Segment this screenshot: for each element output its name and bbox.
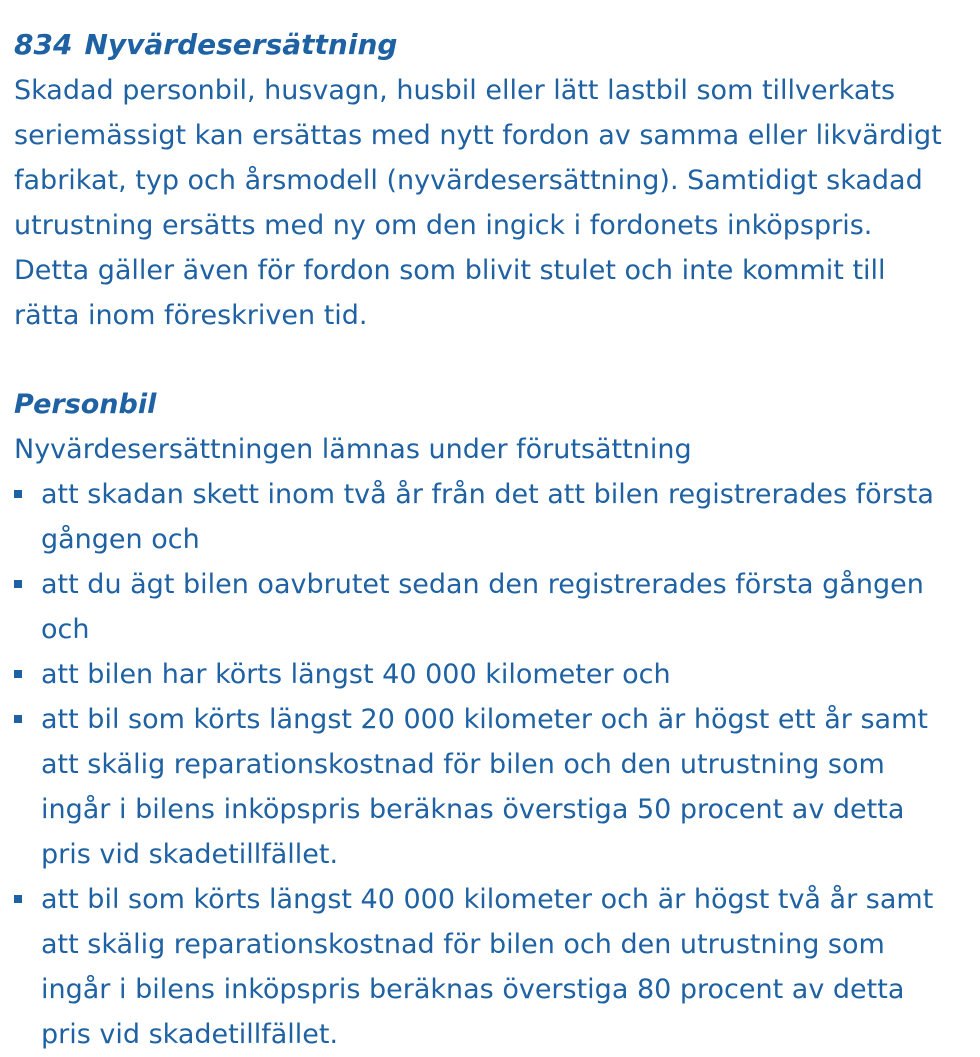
condition-text: att bil som körts längst 20 000 kilometer och är högst ett år samt att skälig reparationskostnad för bilen och den utrustning som ingår i bilens inköpspris beräknas överstiga 50 procent av detta pris vid skadetillfället. (41, 704, 928, 870)
condition-text: att skadan skett inom två år från det att bilen registrerades första gången och (41, 479, 934, 555)
section-title: Nyvärdesersättning (84, 28, 398, 61)
condition-list-item (14, 697, 952, 877)
condition-list-item (14, 877, 952, 1057)
square-bullet-icon (14, 715, 22, 723)
section-number: 834 (14, 28, 73, 61)
section-heading (14, 28, 952, 62)
square-bullet-icon (14, 580, 22, 588)
square-bullet-icon (14, 670, 22, 678)
condition-text: att bil som körts längst 40 000 kilometer och är högst två år samt att skälig reparationskostnad för bilen och den utrustning som ingår i bilens inköpspris beräknas överstiga 80 procent av detta pris vid skadetillfället. (41, 884, 934, 1050)
condition-text: att du ägt bilen oavbrutet sedan den registrerades första gången och (41, 569, 924, 645)
condition-list (14, 472, 952, 1057)
section-paragraph: Skadad personbil, husvagn, husbil eller lätt lastbil som tillverkats seriemässigt kan ersättas med nytt fordon av samma eller likvärdigt fabrikat, typ och årsmodell (nyvärdesersättning). Samtidigt skadad utrustning ersätts med ny om den ingick i fordonets inköpspris. Detta gäller även för fordon som blivit stulet och inte kommit till rätta inom föreskriven tid. (14, 75, 942, 331)
condition-text: att bilen har körts längst 40 000 kilometer och (41, 659, 671, 690)
condition-list-item (14, 562, 952, 652)
square-bullet-icon (14, 490, 22, 498)
personbil-heading: Personbil (14, 389, 157, 420)
personbil-intro: Nyvärdesersättningen lämnas under förutsättning (14, 434, 692, 465)
condition-list-item (14, 472, 952, 562)
condition-list-item (14, 652, 952, 697)
square-bullet-icon (14, 895, 22, 903)
